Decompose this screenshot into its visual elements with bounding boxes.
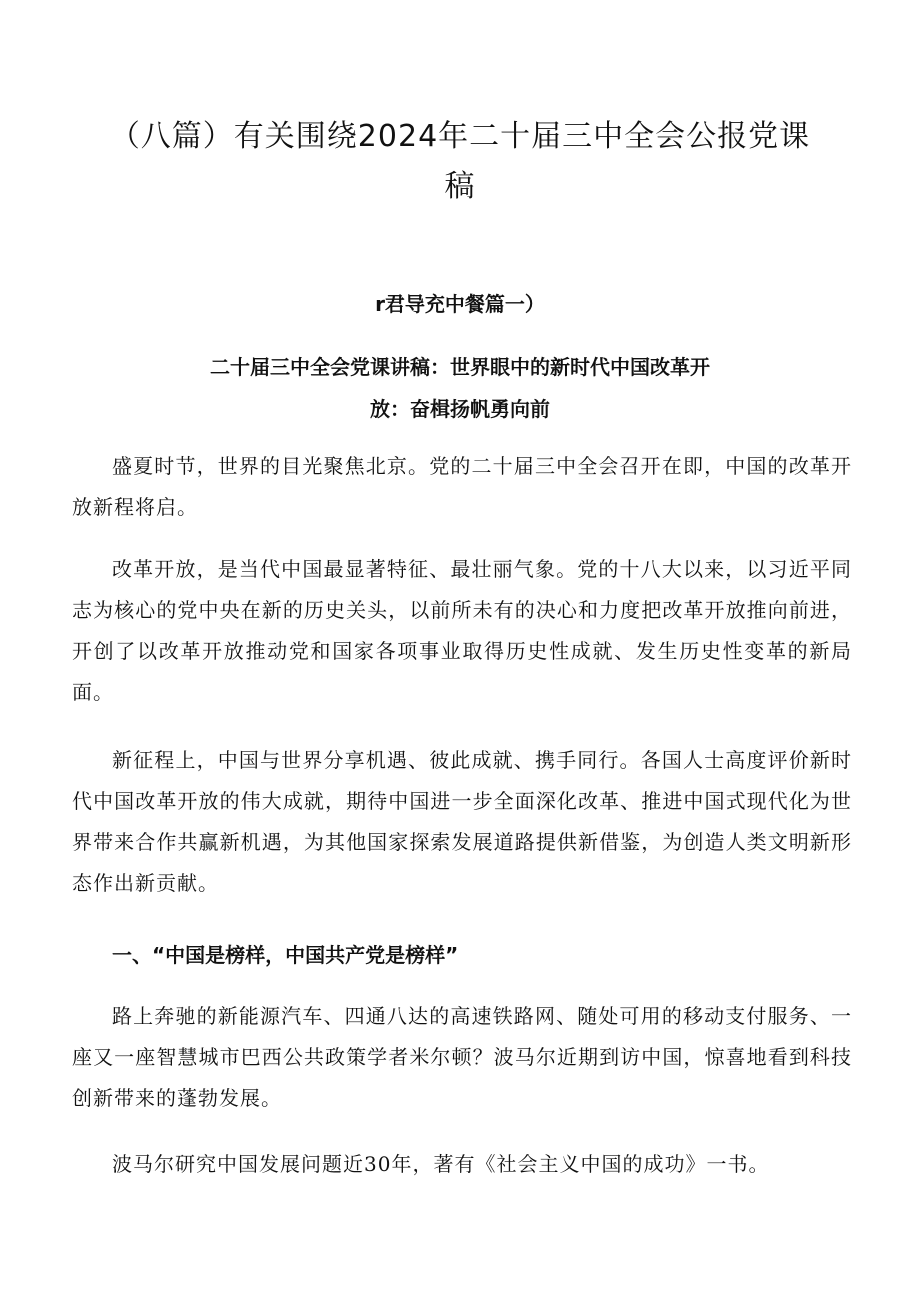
body-paragraph: 波马尔研究中国发展问题近30年，著有《社会主义中国的成功》一书。 xyxy=(112,1152,770,1176)
body-paragraph: 改革开放，是当代中国最显著特征、最壮丽气象。党的十八大以来，以习近平同志为核心的党中央在新的历史关头，以前所未有的决心和力度把改革开放推向前进，开创了以改革开放推动党和国家各项事业取得历史性成就、发生历史性变革的新局面。 xyxy=(72,557,852,704)
section-heading: 一、“中国是榜样，中国共产党是榜样” xyxy=(112,943,459,967)
document-title-line1: （八篇）有关围绕2024年二十届三中全会公报党课 xyxy=(109,119,811,154)
part-title xyxy=(60,346,860,430)
part-label: r君导充中餐篇一） xyxy=(375,292,545,316)
part-title-line1: 二十届三中全会党课讲稿：世界眼中的新时代中国改革开 xyxy=(210,355,710,379)
body-paragraph: 路上奔驰的新能源汽车、四通八达的高速铁路网、随处可用的移动支付服务、一座又一座智慧城市巴西公共政策学者米尔顿？波马尔近期到访中国，惊喜地看到科技创新带来的蓬勃发展。 xyxy=(72,1004,852,1110)
part-title-line2: 放：奋楫扬帆勇向前 xyxy=(370,397,550,421)
body-paragraph: 新征程上，中国与世界分享机遇、彼此成就、携手同行。各国人士高度评价新时代中国改革开放的伟大成就，期待中国进一步全面深化改革、推进中国式现代化为世界带来合作共赢新机遇，为其他国家探索发展道路提供新借鉴，为创造人类文明新形态作出新贡献。 xyxy=(72,748,852,895)
document-title-line2: 稿 xyxy=(444,169,476,204)
body-paragraph: 盛夏时节，世界的目光聚焦北京。党的二十届三中全会召开在即，中国的改革开放新程将启。 xyxy=(72,454,852,519)
document-title xyxy=(60,112,860,212)
